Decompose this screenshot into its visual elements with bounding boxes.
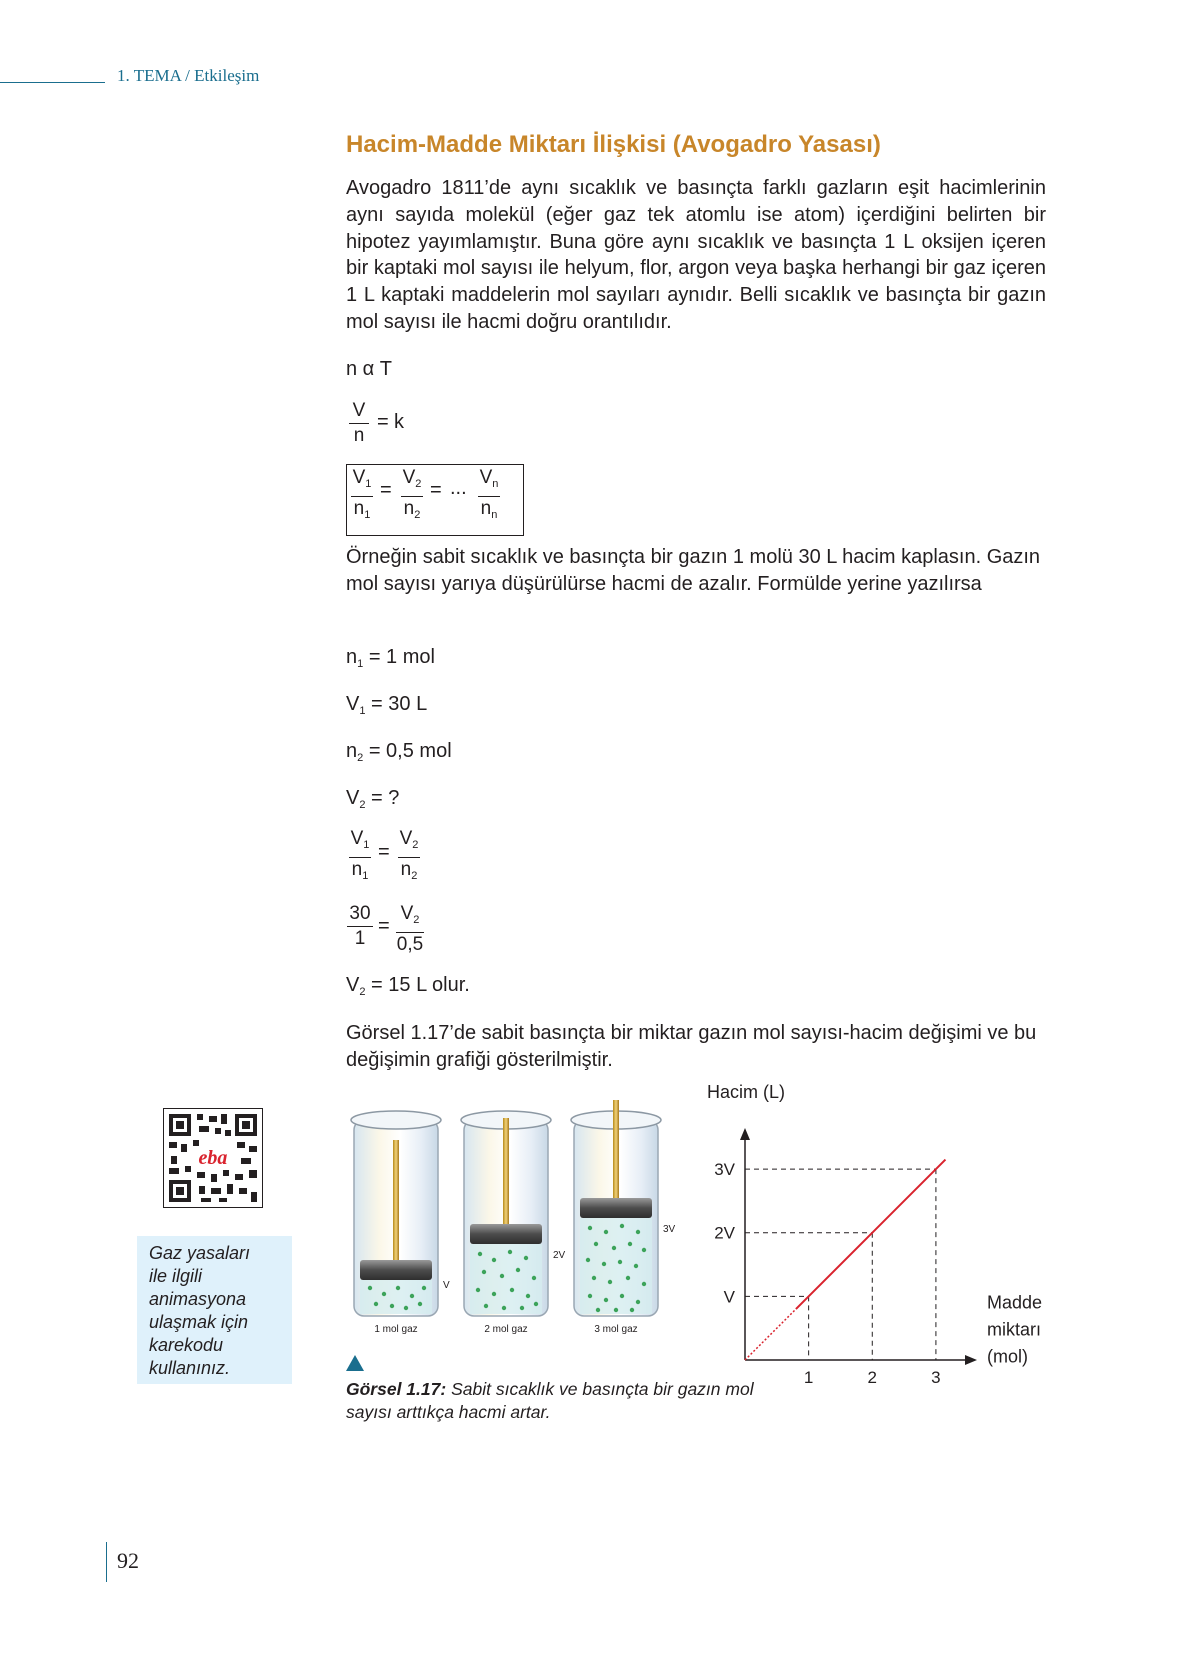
- beakers-illustration: [346, 1098, 676, 1338]
- given-v2: $V_2$ = ?: [346, 787, 400, 811]
- fraction-v2-over-05: $V_2$ 0,5: [396, 903, 424, 955]
- beaker-3-label: 3 mol gaz: [594, 1324, 638, 1335]
- fraction-v-over-n: V n: [349, 400, 369, 447]
- given-n1: $n_1 = 1$ mol: [346, 646, 435, 670]
- x-axis-label-line-3: (mol): [987, 1346, 1028, 1367]
- fraction-30-over-1: 30 1: [347, 903, 373, 950]
- beaker-2-volume-label: 2V: [553, 1250, 566, 1261]
- given-n2: $n_2 = 0,5$ mol: [346, 740, 452, 764]
- sidebar-note-text: Gaz yasaları ile ilgili animasyona ulaşmak için karekodu kullanınız.: [149, 1243, 251, 1378]
- proportion-formula: n α T: [346, 358, 393, 380]
- line-series: [796, 1160, 946, 1310]
- intro-paragraph: Avogadro 1811’de aynı sıcaklık ve basınçta farklı gazların eşit hacimlerinin aynı sayıda molekül (eğer gaz tek atomlu ise atom) içerdiğini belirten bir hipotez yayımlamıştır. Buna göre aynı sıcaklık ve basınçta 1 L oksijen içeren bir kaptaki mol sayısı ile helyum, flor, argon veya başka herhangi bir gaz içeren 1 L kaptaki maddelerin mol sayıları aynıdır. Belli sıcaklık ve basınçta bir gazın mol sayısı ile hacmi doğru orantılıdır.: [346, 177, 1046, 333]
- x-tick-label-3: 3: [931, 1368, 941, 1387]
- ellipsis: ...: [450, 477, 467, 499]
- y-axis-label: Hacim (L): [707, 1082, 786, 1102]
- section-title: Hacim-Madde Miktarı İlişkisi (Avogadro Yasası): [346, 131, 881, 158]
- constant-k: k: [394, 411, 404, 433]
- beaker-1-volume-label: V: [443, 1280, 450, 1291]
- result-line: $V_2 = 15$ L olur.: [346, 974, 470, 998]
- header-theme: 1. TEMA / Etkileşim: [117, 66, 260, 85]
- x-axis-label-line-1: Madde: [987, 1292, 1043, 1313]
- x-tick-label-1: 1: [803, 1368, 814, 1387]
- eba-logo-text: eba: [198, 1147, 228, 1169]
- volume-mol-chart: [700, 1080, 1060, 1390]
- fraction-v1-n1: $V_1$ $n_1$: [352, 467, 372, 521]
- x-axis-arrow: [965, 1355, 977, 1365]
- figure-intro: Görsel 1.17’de sabit basınçta bir miktar gazın mol sayısı-hacim değişimi ve bu değişimin grafiği gösterilmiştir.: [346, 1022, 1037, 1071]
- beaker-1: [351, 1111, 441, 1316]
- y-tick-label-1: V: [723, 1287, 735, 1307]
- qr-code[interactable]: [163, 1108, 263, 1208]
- fraction-vn-nn: $V_n$ $n_n$: [479, 467, 499, 521]
- given-v1: $V_1 = 30$ L: [346, 693, 428, 717]
- beaker-3-volume-label: 3V: [663, 1224, 676, 1235]
- fraction-v1-n1-step: $V_1$ $n_1$: [350, 828, 370, 882]
- y-axis-arrow: [740, 1128, 750, 1140]
- fraction-v2-n2: $V_2$ $n_2$: [402, 467, 422, 521]
- y-tick-label-3: 3V: [714, 1160, 735, 1180]
- y-tick-label-2: 2V: [714, 1223, 735, 1243]
- triangle-marker-icon: [346, 1355, 364, 1371]
- beaker-2: [461, 1111, 551, 1316]
- beaker-1-label: 1 mol gaz: [374, 1324, 418, 1335]
- figure-caption: Görsel 1.17: Sabit sıcaklık ve basınçta bir gazın mol sayısı arttıkça hacmi artar.: [346, 1379, 754, 1422]
- example-paragraph: Örneğin sabit sıcaklık ve basınçta bir gazın 1 molü 30 L hacim kaplasın. Gazın mol sayısı yarıya düşürülürse hacmi de azalır. Formülde yerine yazılırsa: [346, 546, 1041, 595]
- header-rule: [0, 82, 105, 83]
- beaker-2-label: 2 mol gaz: [484, 1324, 528, 1335]
- fraction-v2-n2-step: $V_2$ $n_2$: [399, 828, 419, 882]
- page-number-rule: [106, 1542, 107, 1582]
- x-tick-label-2: 2: [867, 1368, 878, 1387]
- x-axis-label-line-2: miktarı: [987, 1319, 1041, 1340]
- sidebar-note: [137, 1236, 292, 1384]
- page-number: 92: [117, 1548, 139, 1573]
- beaker-3: [571, 1100, 661, 1316]
- line-dotted-segment: [745, 1309, 796, 1360]
- equals-sign: =: [377, 411, 389, 433]
